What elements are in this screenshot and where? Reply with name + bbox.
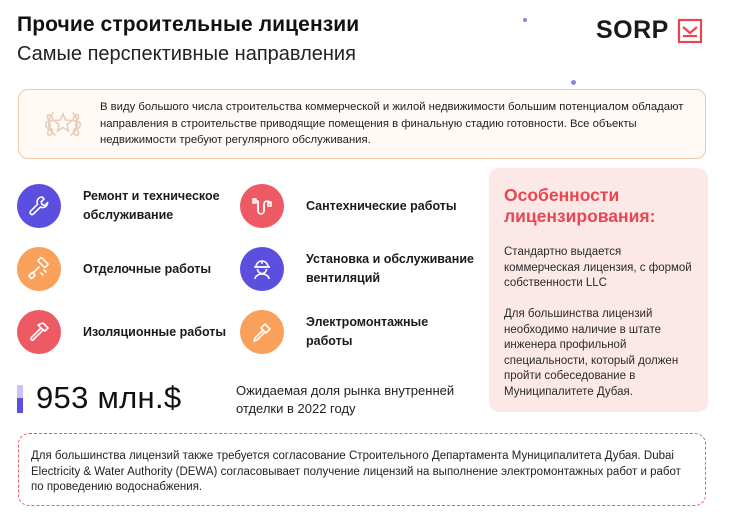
paint-roller-icon: [17, 247, 61, 291]
page-subtitle: Самые перспективные направления: [17, 43, 356, 65]
services-grid: [17, 180, 482, 370]
service-item: [240, 310, 476, 354]
stat-accent-bar: [17, 385, 23, 413]
licensing-features-panel: [489, 168, 708, 412]
intro-text: В виду большого числа строительства коммерческой и жилой недвижимости большим потенциалом обладают направления в строительстве приводящие помещения в финальную стадию готовности. Все объекты недвижимости требуют регулярного обслуживания.: [100, 101, 684, 146]
service-label: Установка и обслуживание вентиляций: [306, 252, 474, 285]
side-panel-paragraph: Стандартно выдается коммерческая лицензия, с формой собственности LLC: [504, 246, 692, 289]
screwdriver-icon: [240, 310, 284, 354]
worker-icon: [240, 247, 284, 291]
side-panel-paragraph: Для большинства лицензий необходимо наличие в штате инженера профильной специальности, который должен пройти собеседование в Муниципалитете Дубая.: [504, 308, 679, 398]
service-label: Сантехнические работы: [306, 198, 457, 213]
laurel-wreath-icon: [41, 105, 85, 141]
wrench-icon: [17, 184, 61, 228]
decor-dot: [523, 18, 527, 22]
service-label: Отделочные работы: [83, 261, 212, 276]
service-item: [240, 247, 476, 291]
service-item: [17, 310, 253, 354]
decor-dot: [571, 80, 576, 85]
service-label: Изоляционные работы: [83, 324, 227, 339]
footer-note-box: [18, 433, 706, 506]
service-item: [17, 247, 253, 291]
sorp-logo-mark-icon: [677, 18, 703, 44]
intro-box: [18, 89, 706, 159]
stat-description: Ожидаемая доля рынка внутренней отделки в 2022 году: [236, 383, 455, 416]
stat-value: 953 млн.$: [36, 380, 182, 415]
logo-text: SORP: [596, 16, 669, 44]
side-panel-title: Особенности лицензирования:: [504, 185, 656, 226]
service-item: [240, 184, 476, 228]
hammer-icon: [17, 310, 61, 354]
stat-bar-bottom: [17, 398, 23, 413]
stat-bar-top: [17, 385, 23, 398]
sorp-logo: [596, 16, 703, 45]
page-title: Прочие строительные лицензии: [17, 13, 360, 36]
service-label: Электромонтажные работы: [306, 315, 429, 348]
footer-note-text: Для большинства лицензий также требуется согласование Строительного Департамента Муниципалитета Дубая. Dubai Electricity & Water Authority (DEWA) согласовывает получение лицензий на выполнение электромонтажных работ и работ по проведению водоснабжения.: [31, 450, 681, 493]
pipe-icon: [240, 184, 284, 228]
service-label: Ремонт и техническое обслуживание: [83, 189, 220, 222]
service-item: [17, 184, 253, 228]
